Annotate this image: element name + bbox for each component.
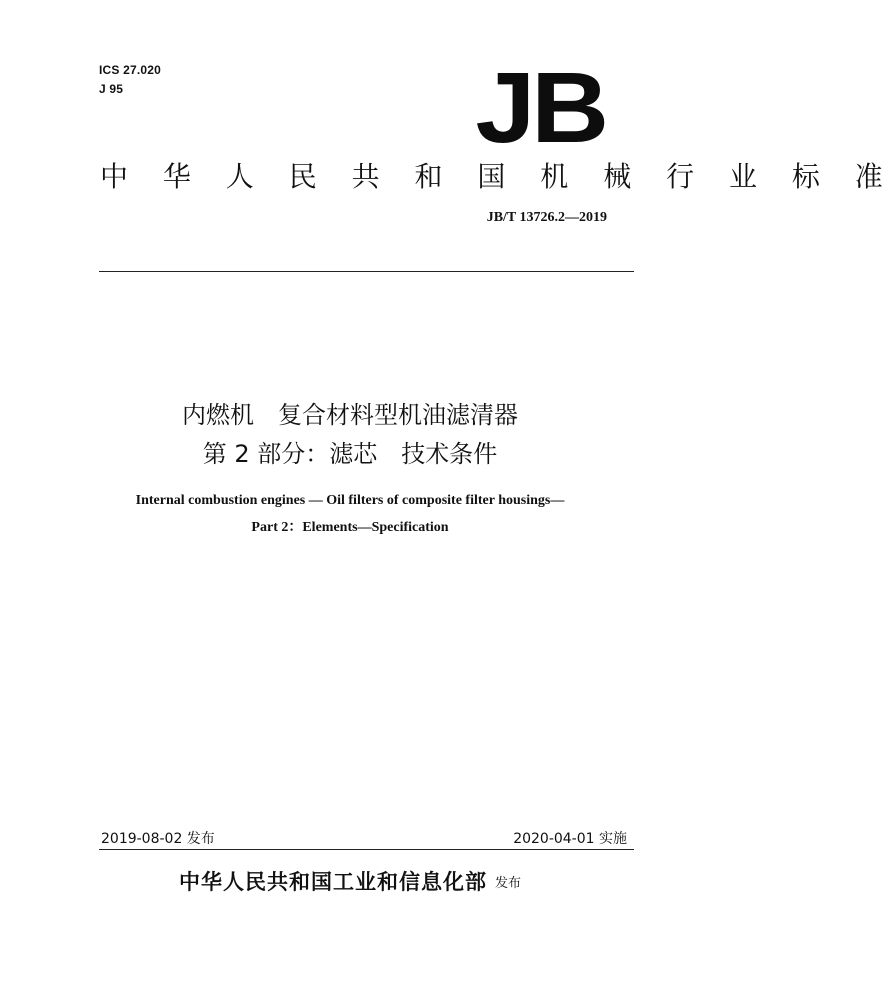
standard-number: JB/T 13726.2—2019	[486, 210, 607, 225]
top-divider	[99, 271, 634, 272]
bottom-divider	[99, 849, 634, 850]
issue-date: 2019-08-02 发布	[101, 831, 215, 847]
issuer-line	[0, 866, 700, 896]
implementation-date: 2020-04-01 实施	[513, 831, 627, 847]
jb-logo: JB	[475, 52, 605, 164]
chinese-title-line-1: 内燃机 复合材料型机油滤清器	[182, 401, 518, 429]
english-title-line-2: Part 2：Elements—Specification	[251, 520, 449, 535]
ics-code: ICS 27.020	[99, 63, 162, 77]
issuer-suffix: 发布	[494, 876, 521, 891]
english-title-line-1: Internal combustion engines — Oil filters of composite filter housings—	[135, 493, 565, 508]
category-code: J 95	[99, 82, 124, 96]
chinese-title-line-2: 第 2 部分：滤芯 技术条件	[202, 440, 498, 468]
issuer-name: 中华人民共和国工业和信息化部	[178, 870, 487, 894]
standard-body-title: 中 华 人 民 共 和 国 机 械 行 业 标 准	[100, 160, 896, 193]
